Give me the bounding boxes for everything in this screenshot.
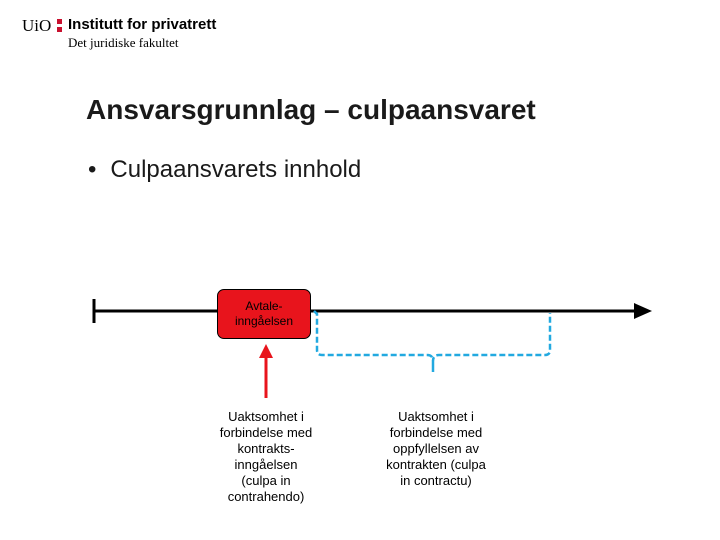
logo-institute-name: Institutt for privatrett xyxy=(68,16,217,33)
logo-faculty-name: Det juridiske fakultet xyxy=(68,35,179,50)
blue-dashed-brace xyxy=(314,311,550,372)
contract-conclusion-box: Avtale- inngåelsen xyxy=(217,289,311,339)
logo-uio-text: UiO xyxy=(22,16,52,35)
slide-title: Ansvarsgrunnlag – culpaansvaret xyxy=(86,94,536,125)
timeline-arrowhead xyxy=(634,303,652,319)
red-arrow-head xyxy=(259,344,273,358)
culpa-in-contrahendo-note: Uaktsomhet i forbindelse med kontrakts- inngåelsen (culpa in contrahendo) xyxy=(219,409,313,504)
bullet-text: Culpaansvarets innhold xyxy=(110,156,362,183)
culpa-in-contractu-note: Uaktsomhet i forbindelse med oppfyllelsen av kontrakten (culpa in contractu) xyxy=(386,409,486,488)
bullet-dot: • xyxy=(88,156,97,183)
